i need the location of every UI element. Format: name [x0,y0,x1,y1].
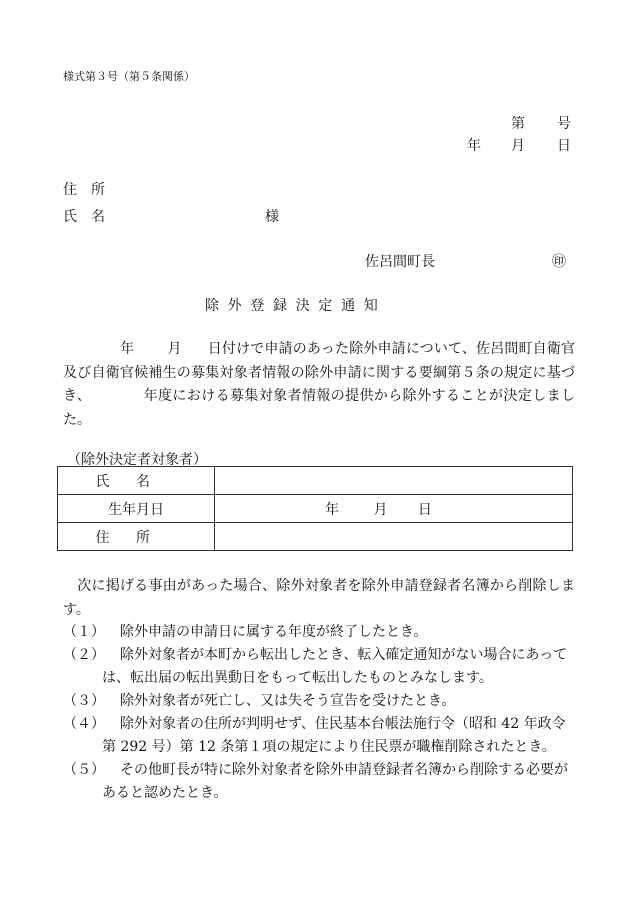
recipient-name-label: 氏 名 [63,209,105,225]
table-row [58,523,573,551]
table-row [58,467,573,495]
list-item: （５） その他町長が特に除外対象者を除外申請登録者名簿から削除する必要があると認めたとき。 [63,762,568,801]
row-value-birthdate: 年 月 日 [215,495,573,523]
recipient-address-label: 住 所 [63,182,105,198]
intro-paragraph [63,338,575,432]
list-item: （１） 除外申請の申請日に属する年度が終了したとき。 [63,624,428,640]
seal-mark: ㊞ [552,254,566,270]
intro-year: 年 [120,341,135,357]
number-label-go: 号 [557,116,571,132]
intro-month: 月 [167,341,182,357]
date-day: 日 [557,138,571,154]
intro-year-tail: 年度における募集対象者情報の提供から除外することが決定しました。 [63,388,575,428]
table-row [58,495,573,523]
date-year: 年 [467,138,481,154]
row-label-name: 氏名 [58,467,215,495]
row-label-address: 住所 [58,523,215,551]
date-month: 月 [511,138,525,154]
list-item: （４） 除外対象者の住所が判明せず、住民基本台帳法施行令（昭和 42 年政令第 292 号）第 12 条第１項の規定により住民票が職権削除されたとき。 [63,716,566,755]
row-value-name [215,467,573,495]
document-title: 除外登録決定通知 [205,298,387,314]
row-value-address [215,523,573,551]
list-item: （３） 除外対象者が死亡し、又は失そう宣告を受けたとき。 [63,693,456,709]
number-label-dai: 第 [511,116,525,132]
list-item: （２） 除外対象者が本町から転出したとき、転入確定通知がない場合にあっては、転出届の転出異動日をもって転出したものとみなします。 [63,647,568,686]
recipient-honorific: 様 [265,209,279,225]
intro-day-tail: 日付けで申請のあった除外申請について、佐呂間町自衛官及び自衛官候補生の募集対象者情報の除外申請に関する要綱第５条の規定に基づき、 [63,341,575,404]
target-caption: （除外決定者対象者） [67,452,207,468]
form-label: 様式第３号（第５条関係） [63,70,195,83]
target-table [57,466,573,551]
deletion-lead: 次に掲げる事由があった場合、除外対象者を除外申請登録者名簿から削除します。 [63,578,575,618]
deletion-items [63,621,578,805]
row-label-birthdate: 生年月日 [58,495,215,523]
issuer-title: 佐呂間町長 [365,254,435,270]
